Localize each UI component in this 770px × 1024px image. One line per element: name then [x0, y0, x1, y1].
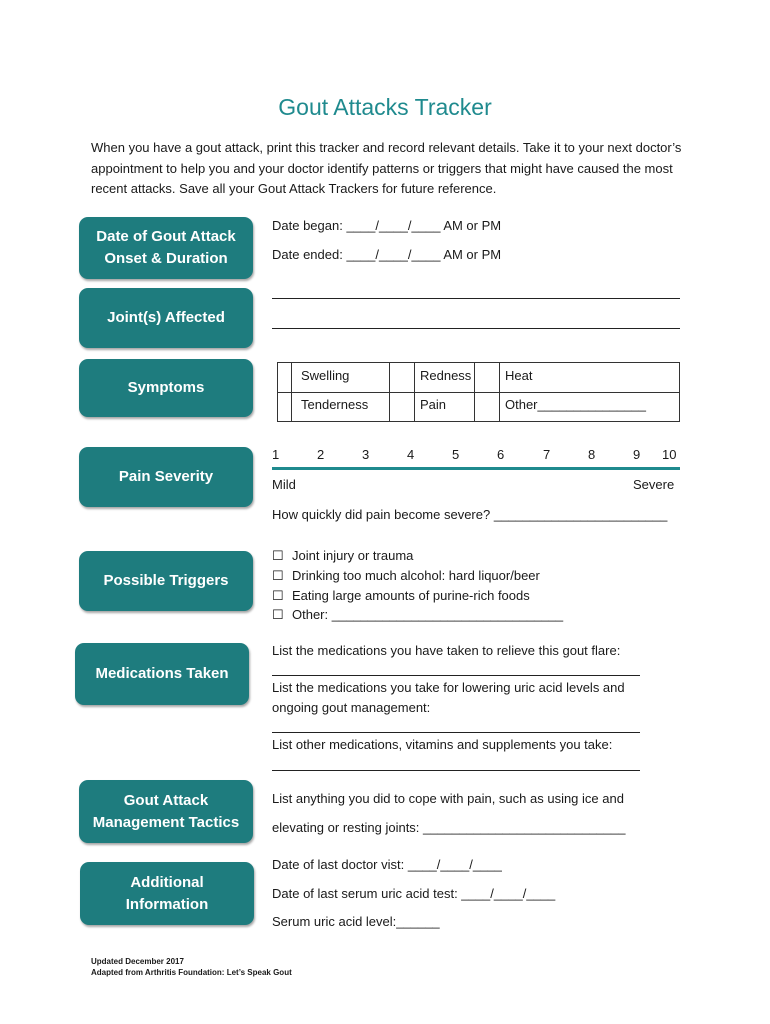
severity-number[interactable]: 1 — [272, 447, 280, 462]
date-ended-field[interactable]: Date ended: ____/____/____ AM or PM — [272, 247, 502, 262]
footer-source: Adapted from Arthritis Foundation: Let’s Speak Gout — [91, 968, 292, 977]
joints-line-2[interactable] — [272, 328, 680, 329]
pain-onset-question[interactable]: How quickly did pain become severe? ________________________ — [272, 507, 668, 522]
severity-number[interactable]: 8 — [588, 447, 596, 462]
trigger-item[interactable] — [272, 548, 413, 564]
severity-number[interactable]: 3 — [362, 447, 370, 462]
label-symptoms — [79, 359, 253, 417]
severity-number[interactable]: 7 — [543, 447, 551, 462]
checkbox-icon[interactable]: ☐ — [272, 568, 284, 583]
severity-number[interactable]: 2 — [317, 447, 325, 462]
page-title: Gout Attacks Tracker — [278, 94, 492, 120]
label-triggers-text: Possible Triggers — [103, 572, 229, 589]
label-date-onset-line1: Date of Gout Attack — [96, 228, 236, 245]
symptom-option[interactable]: Heat — [505, 368, 533, 383]
label-medications-text: Medications Taken — [95, 665, 229, 682]
meds-relief-question: List the medications you have taken to relieve this gout flare: — [272, 643, 621, 658]
meds-other-line[interactable] — [272, 770, 640, 771]
joints-line-1[interactable] — [272, 298, 680, 299]
symptom-option[interactable]: Pain — [420, 397, 447, 412]
trigger-item-label: Joint injury or trauma — [292, 548, 414, 563]
severity-low-label: Mild — [272, 477, 296, 492]
symptom-option[interactable]: Tenderness — [301, 397, 369, 412]
checkbox-icon[interactable]: ☐ — [272, 607, 284, 622]
trigger-item[interactable] — [272, 568, 540, 584]
symptoms-row-divider — [278, 392, 679, 393]
label-triggers — [79, 551, 253, 611]
severity-number[interactable]: 4 — [407, 447, 415, 462]
label-date-onset — [79, 217, 253, 279]
label-medications — [75, 643, 249, 705]
severity-scale-line — [272, 467, 680, 470]
last-uric-test-field[interactable]: Date of last serum uric acid test: ____/____/____ — [272, 886, 556, 901]
intro-paragraph: When you have a gout attack, print this tracker and record relevant details. Take it to your next doctor’s appointment to help you and your doctor identify patterns or triggers that might have caused the most recent attacks. Save all your Gout Attack Trackers for future reference. — [91, 140, 682, 196]
trigger-item-label: Other: ________________________________ — [292, 607, 564, 622]
label-tactics-line2: Management Tactics — [92, 813, 240, 831]
label-pain-severity-text: Pain Severity — [118, 468, 214, 485]
label-pain-severity — [79, 447, 253, 507]
label-joints — [79, 288, 253, 348]
symptoms-table — [277, 362, 680, 422]
label-management-tactics — [79, 780, 253, 843]
severity-number[interactable]: 6 — [497, 447, 505, 462]
symptom-option[interactable]: Swelling — [301, 368, 350, 383]
tactics-question-line2[interactable]: elevating or resting joints: ____________________________ — [272, 820, 626, 835]
trigger-item[interactable] — [272, 607, 563, 623]
severity-number[interactable]: 5 — [452, 447, 460, 462]
footer-updated: Updated December 2017 — [91, 957, 184, 966]
uric-acid-level-field[interactable]: Serum uric acid level:______ — [272, 914, 440, 929]
label-additional-info — [80, 862, 254, 925]
meds-uric-question-line2: ongoing gout management: — [272, 700, 431, 715]
severity-number[interactable]: 9 — [633, 447, 641, 462]
meds-uric-line[interactable] — [272, 732, 640, 733]
trigger-item-label: Drinking too much alcohol: hard liquor/beer — [292, 568, 540, 583]
symptom-option[interactable]: Other_______________ — [505, 397, 646, 412]
label-additional-line2: Information — [125, 895, 209, 913]
label-joints-text: Joint(s) Affected — [107, 309, 225, 326]
meds-relief-line[interactable] — [272, 675, 640, 676]
trigger-item-label: Eating large amounts of purine-rich foods — [292, 588, 530, 603]
last-doctor-visit-field[interactable]: Date of last doctor vist: ____/____/____ — [272, 857, 502, 872]
label-additional-line1: Additional — [130, 873, 204, 891]
symptom-option[interactable]: Redness — [420, 368, 472, 383]
checkbox-icon[interactable]: ☐ — [272, 548, 284, 563]
severity-number[interactable]: 10 — [662, 447, 677, 462]
label-date-onset-line2: Onset & Duration — [104, 250, 228, 267]
tactics-question-line1: List anything you did to cope with pain, such as using ice and — [272, 791, 624, 806]
checkbox-icon[interactable]: ☐ — [272, 588, 284, 603]
severity-high-label: Severe — [633, 477, 675, 492]
meds-uric-question-line1: List the medications you take for lowering uric acid levels and — [272, 680, 625, 695]
label-symptoms-text: Symptoms — [127, 379, 205, 396]
meds-other-question: List other medications, vitamins and supplements you take: — [272, 737, 613, 752]
trigger-item[interactable] — [272, 588, 530, 604]
date-began-field[interactable]: Date began: ____/____/____ AM or PM — [272, 218, 502, 233]
label-tactics-line1: Gout Attack — [123, 791, 209, 809]
